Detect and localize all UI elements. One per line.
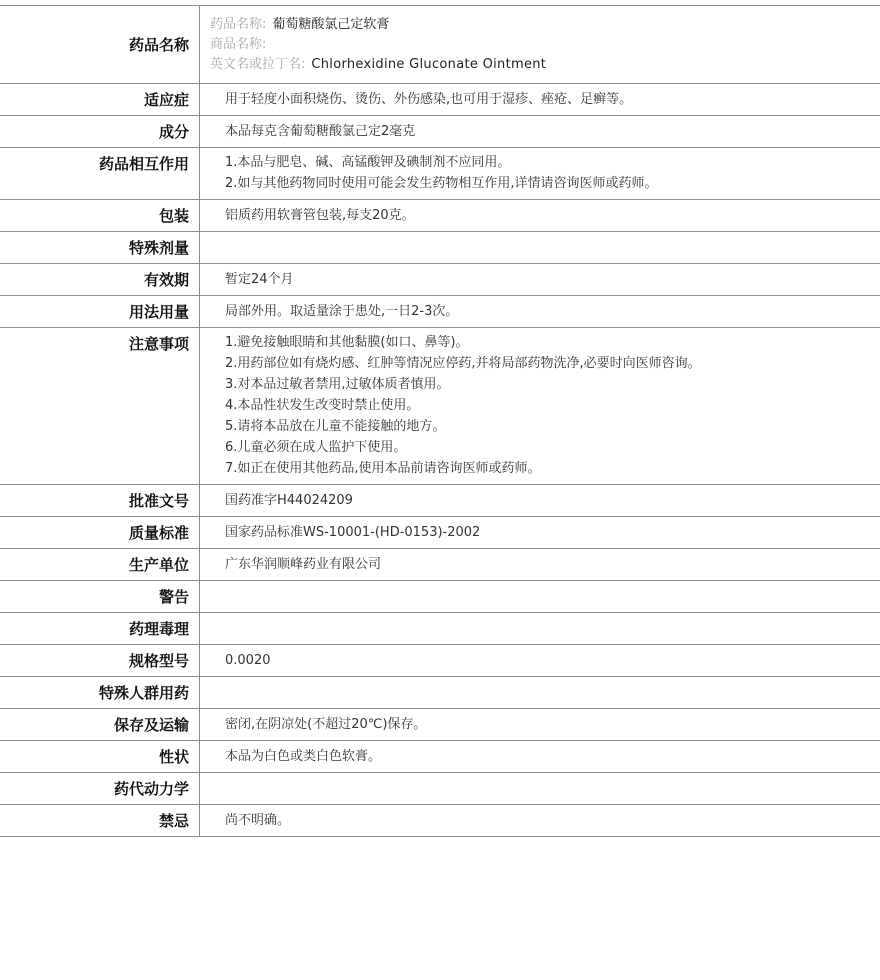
row-value — [200, 84, 880, 115]
info-row — [0, 613, 880, 645]
english-name-label: 英文名或拉丁名: — [210, 56, 306, 72]
row-label: 特殊剂量 — [0, 232, 200, 263]
row-label: 适应症 — [0, 84, 200, 115]
info-row — [0, 116, 880, 148]
row-label: 生产单位 — [0, 549, 200, 580]
row-label: 注意事项 — [0, 328, 200, 484]
generic-name-label: 药品名称: — [210, 16, 267, 32]
value-line: 国家药品标准WS-10001-(HD-0153)-2002 — [225, 525, 481, 540]
value-line: 国药准字H44024209 — [225, 493, 353, 508]
value-line: 局部外用。取适量涂于患处,一日2-3次。 — [225, 304, 459, 319]
row-label: 药代动力学 — [0, 773, 200, 804]
info-row — [0, 232, 880, 264]
value-line: 7.如正在使用其他药品,使用本品前请咨询医师或药师。 — [225, 461, 541, 476]
row-value — [200, 581, 880, 612]
row-label: 质量标准 — [0, 517, 200, 548]
value-line: 广东华润顺峰药业有限公司 — [225, 557, 382, 572]
row-value — [200, 549, 880, 580]
value-line: 暂定24个月 — [225, 272, 294, 287]
row-value — [200, 805, 880, 836]
info-row — [0, 773, 880, 805]
generic-name-value: 葡萄糖酸氯己定软膏 — [272, 16, 390, 32]
drug-info-table — [0, 5, 880, 837]
row-label: 性状 — [0, 741, 200, 772]
info-row — [0, 296, 880, 328]
trade-name-label: 商品名称: — [210, 36, 267, 52]
row-label: 批准文号 — [0, 485, 200, 516]
value-line: 2.如与其他药物同时使用可能会发生药物相互作用,详情请咨询医师或药师。 — [225, 176, 658, 191]
row-value — [200, 773, 880, 804]
row-label: 成分 — [0, 116, 200, 147]
row-drug-name — [0, 6, 880, 84]
row-label: 警告 — [0, 581, 200, 612]
value-line: 1.避免接触眼睛和其他黏膜(如口、鼻等)。 — [225, 335, 469, 350]
row-label: 规格型号 — [0, 645, 200, 676]
value-line: 铝质药用软膏管包装,每支20克。 — [225, 208, 415, 223]
value-line: 3.对本品过敏者禁用,过敏体质者慎用。 — [225, 377, 450, 392]
row-value — [200, 264, 880, 295]
info-row — [0, 264, 880, 296]
trade-name-line — [210, 35, 272, 55]
row-label: 包装 — [0, 200, 200, 231]
row-value — [200, 200, 880, 231]
value-line: 密闭,在阴凉处(不超过20℃)保存。 — [225, 717, 427, 732]
row-label: 用法用量 — [0, 296, 200, 327]
value-line: 尚不明确。 — [225, 813, 291, 828]
row-value — [200, 741, 880, 772]
info-row — [0, 549, 880, 581]
value-line: 0.0020 — [225, 653, 271, 668]
value-line: 4.本品性状发生改变时禁止使用。 — [225, 398, 420, 413]
row-label: 药理毒理 — [0, 613, 200, 644]
info-row — [0, 645, 880, 677]
english-name-value: Chlorhexidine Gluconate Ointment — [311, 56, 547, 72]
drug-name-values — [200, 6, 880, 83]
info-row — [0, 709, 880, 741]
row-label-drug-name: 药品名称 — [0, 6, 200, 83]
row-value — [200, 116, 880, 147]
info-rows — [0, 84, 880, 837]
info-row — [0, 677, 880, 709]
row-value — [200, 645, 880, 676]
generic-name-line — [210, 15, 389, 35]
value-line: 5.请将本品放在儿童不能接触的地方。 — [225, 419, 446, 434]
row-value — [200, 232, 880, 263]
info-row — [0, 485, 880, 517]
row-value — [200, 328, 880, 484]
value-line: 2.用药部位如有烧灼感、红肿等情况应停药,并将局部药物洗净,必要时向医师咨询。 — [225, 356, 701, 371]
row-value — [200, 709, 880, 740]
row-value — [200, 517, 880, 548]
info-row — [0, 148, 880, 200]
info-row — [0, 200, 880, 232]
row-label: 有效期 — [0, 264, 200, 295]
value-line: 本品为白色或类白色软膏。 — [225, 749, 382, 764]
value-line: 1.本品与肥皂、碱、高锰酸钾及碘制剂不应同用。 — [225, 155, 511, 170]
value-line: 本品每克含葡萄糖酸氯己定2毫克 — [225, 124, 416, 139]
value-line: 6.儿童必须在成人监护下使用。 — [225, 440, 407, 455]
row-value — [200, 613, 880, 644]
info-row — [0, 805, 880, 837]
info-row — [0, 517, 880, 549]
info-row — [0, 741, 880, 773]
row-label: 保存及运输 — [0, 709, 200, 740]
row-value — [200, 148, 880, 199]
row-label: 药品相互作用 — [0, 148, 200, 199]
value-line: 用于轻度小面积烧伤、烫伤、外伤感染,也可用于湿疹、痤疮、足癣等。 — [225, 92, 633, 107]
row-value — [200, 485, 880, 516]
info-row — [0, 328, 880, 485]
info-row — [0, 84, 880, 116]
english-name-line — [210, 55, 546, 75]
info-row — [0, 581, 880, 613]
row-value — [200, 677, 880, 708]
row-value — [200, 296, 880, 327]
row-label: 特殊人群用药 — [0, 677, 200, 708]
row-label: 禁忌 — [0, 805, 200, 836]
